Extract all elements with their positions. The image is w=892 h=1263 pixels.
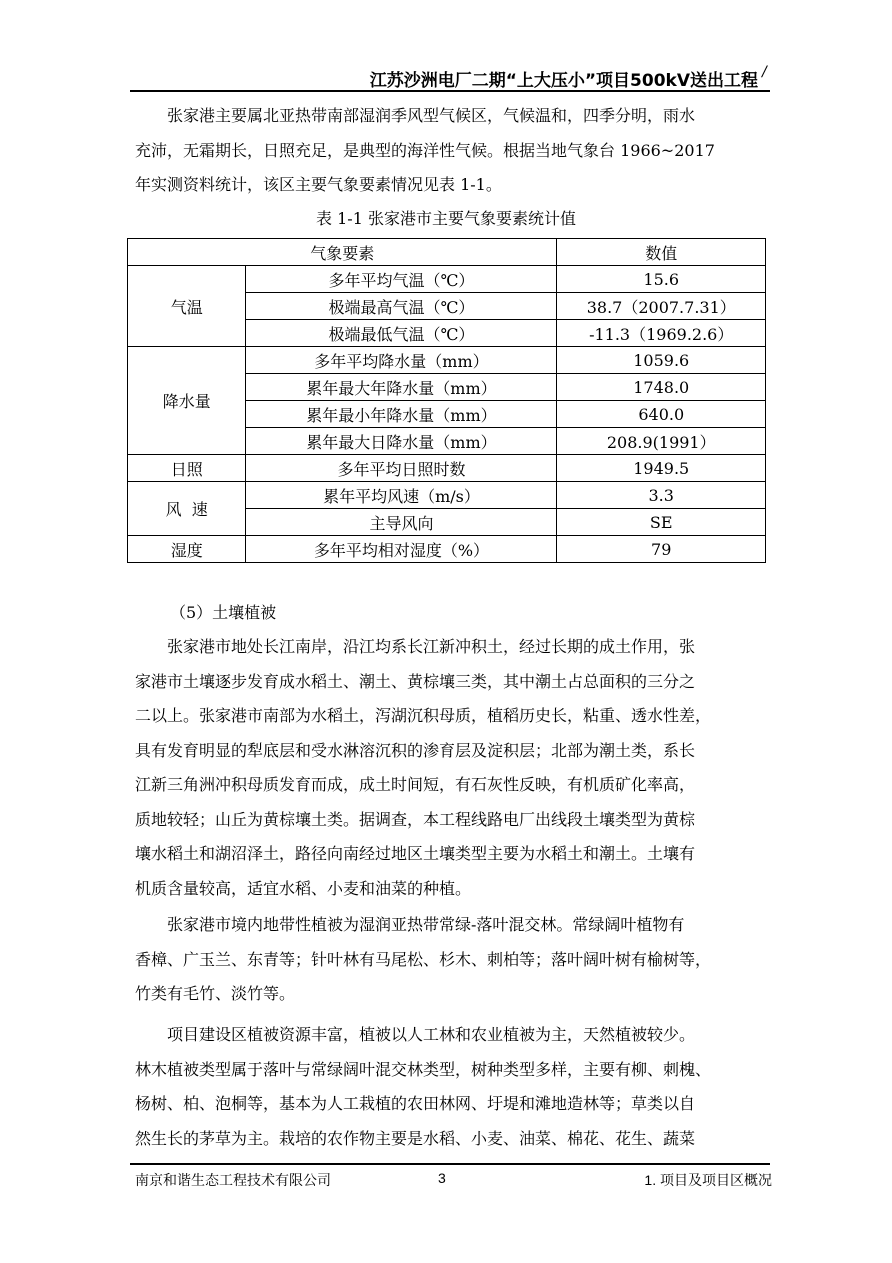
row-item: 累年最大年降水量（mm） — [246, 374, 557, 401]
table-row — [128, 455, 766, 482]
row-value: 1949.5 — [557, 455, 766, 482]
soil-line: 江新三角洲冲积母质发育而成，成土时间短，有石灰性反映，有机质矿化率高， — [135, 775, 696, 794]
row-item: 极端最高气温（℃） — [246, 293, 557, 320]
footer-company: 南京和谐生态工程技术有限公司 — [135, 1172, 331, 1188]
soil-line: 张家港市地处长江南岸，沿江均系长江新冲积土，经过长期的成土作用，张 — [167, 637, 696, 656]
intro-paragraph — [135, 99, 765, 203]
soil-paragraph — [135, 630, 765, 906]
row-value: 1748.0 — [557, 374, 766, 401]
table-row — [128, 482, 766, 509]
soil-line: 壤水稻土和湖沼泽土，路径向南经过地区土壤类型主要为水稻土和潮土。土壤有 — [135, 844, 696, 863]
row-item: 主导风向 — [246, 509, 557, 536]
project-vegetation-line: 杨树、柏、泡桐等，基本为人工栽植的农田林网、圩堤和滩地造林等；草类以自 — [135, 1094, 696, 1113]
row-item: 多年平均降水量（mm） — [246, 347, 557, 374]
vegetation-line: 香樟、广玉兰、东青等；针叶林有马尾松、杉木、刺柏等；落叶阔叶树有榆树等， — [135, 949, 712, 969]
footer-chapter: 1. 项目及项目区概况 — [644, 1172, 772, 1188]
row-item: 累年最大日降水量（mm） — [246, 428, 557, 455]
vegetation-line: 竹类有毛竹、淡竹等。 — [135, 984, 296, 1003]
row-value: 79 — [557, 536, 766, 563]
section-heading: （5）土壤植被 — [170, 603, 277, 622]
intro-line: 张家港主要属北亚热带南部湿润季风型气候区，气候温和，四季分明，雨水 — [167, 106, 696, 125]
project-vegetation-line: 项目建设区植被资源丰富，植被以人工林和农业植被为主，天然植被较少。 — [167, 1025, 696, 1044]
row-value: 208.9(1991） — [557, 428, 766, 455]
page-header — [130, 62, 770, 92]
header-corner-mark: / — [762, 64, 767, 80]
row-item: 累年最小年降水量（mm） — [246, 401, 557, 428]
table-row — [128, 347, 766, 374]
page-number: 3 — [438, 1170, 446, 1186]
header-value: 数值 — [557, 239, 766, 266]
table-header-row — [128, 239, 766, 266]
group-humidity: 湿度 — [128, 536, 246, 563]
soil-line: 具有发育明显的犁底层和受水淋溶沉积的渗育层及淀积层；北部为潮土类，系长 — [135, 740, 696, 760]
row-item: 累年平均风速（m/s） — [246, 482, 557, 509]
document-title: 江苏沙洲电厂二期“上大压小”项目500kV送出工程 — [369, 71, 758, 91]
table-row — [128, 266, 766, 293]
project-vegetation-line: 林木植被类型属于落叶与常绿阔叶混交林类型，树种类型多样，主要有柳、刺槐、 — [135, 1059, 712, 1079]
intro-line: 年实测资料统计，该区主要气象要素情况见表 1-1。 — [135, 175, 502, 194]
row-value: SE — [557, 509, 766, 536]
meteorology-table — [127, 238, 766, 563]
vegetation-paragraph — [135, 908, 765, 1012]
project-vegetation-paragraph — [135, 1018, 765, 1156]
row-item: 极端最低气温（℃） — [246, 320, 557, 347]
row-value: 38.7（2007.7.31） — [557, 293, 766, 320]
row-item: 多年平均日照时数 — [246, 455, 557, 482]
soil-line: 家港市土壤逐步发育成水稻土、潮土、黄棕壤三类，其中潮土占总面积的三分之 — [135, 671, 696, 691]
footer-divider — [130, 1163, 770, 1165]
row-item: 多年平均气温（℃） — [246, 266, 557, 293]
soil-line: 机质含量较高，适宜水稻、小麦和油菜的种植。 — [135, 878, 472, 898]
row-value: 640.0 — [557, 401, 766, 428]
row-value: 3.3 — [557, 482, 766, 509]
row-item: 多年平均相对湿度（%） — [246, 536, 557, 563]
row-value: -11.3（1969.2.6） — [557, 320, 766, 347]
table-caption: 表 1-1 张家港市主要气象要素统计值 — [316, 209, 576, 228]
row-value: 15.6 — [557, 266, 766, 293]
soil-line: 质地较轻；山丘为黄棕壤土类。据调查，本工程线路电厂出线段土壤类型为黄棕 — [135, 809, 696, 829]
soil-line: 二以上。张家港市南部为水稻土，泻湖沉积母质，植稻历史长，粘重、透水性差， — [135, 706, 712, 725]
row-value: 1059.6 — [557, 347, 766, 374]
group-wind: 风 速 — [128, 482, 246, 536]
header-element: 气象要素 — [128, 239, 557, 266]
intro-line: 充沛，无霜期长，日照充足，是典型的海洋性气候。根据当地气象台 1966~2017 — [135, 140, 715, 160]
group-sun: 日照 — [128, 455, 246, 482]
group-temp: 气温 — [128, 266, 246, 347]
group-precip: 降水量 — [128, 347, 246, 455]
table-row — [128, 536, 766, 563]
project-vegetation-line: 然生长的茅草为主。栽培的农作物主要是水稻、小麦、油菜、棉花、花生、蔬菜 — [135, 1128, 696, 1148]
vegetation-line: 张家港市境内地带性植被为湿润亚热带常绿-落叶混交林。常绿阔叶植物有 — [167, 915, 685, 934]
